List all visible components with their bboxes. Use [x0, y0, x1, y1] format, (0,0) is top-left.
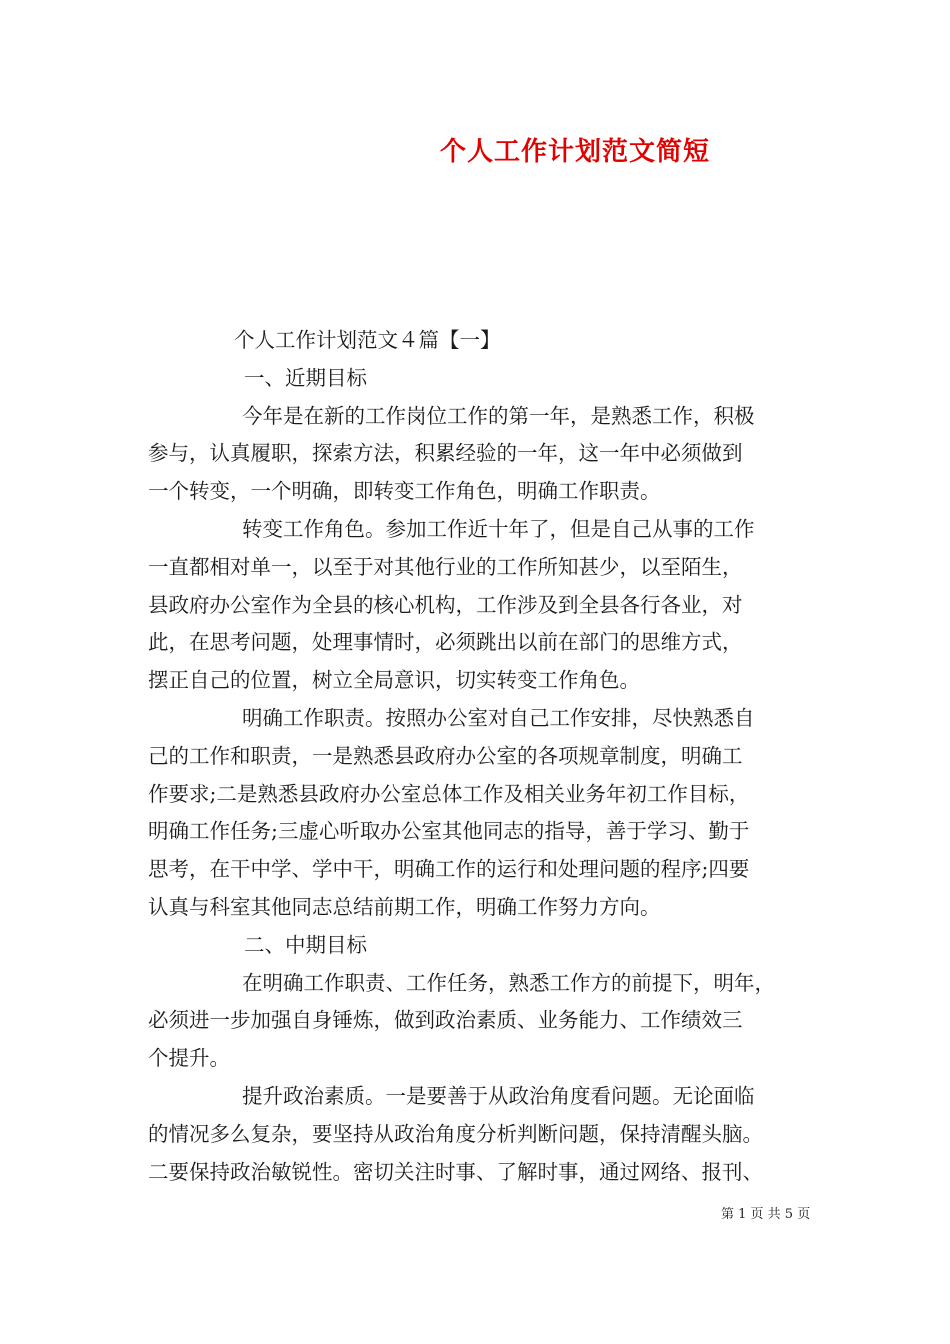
paragraph-line: 明确工作任务;三虚心听取办公室其他同志的指导，善于学习、勤于	[148, 819, 750, 844]
subsection-heading: 二、中期目标	[244, 932, 367, 957]
paragraph-line: 提升政治素质。一是要善于从政治角度看问题。无论面临	[242, 1083, 755, 1108]
paragraph-line: 二要保持政治敏锐性。密切关注时事、了解时事，通过网络、报刊、	[148, 1159, 763, 1184]
document-body	[148, 322, 808, 1191]
paragraph-line: 摆正自己的位置，树立全局意识，切实转变工作角色。	[148, 668, 640, 693]
paragraph-line: 一直都相对单一，以至于对其他行业的工作所知甚少，以至陌生，	[148, 554, 743, 579]
paragraph-line: 县政府办公室作为全县的核心机构，工作涉及到全县各行各业，对	[148, 592, 743, 617]
paragraph-line: 转变工作角色。参加工作近十年了，但是自己从事的工作	[242, 516, 755, 541]
paragraph-line: 此，在思考问题，处理事情时，必须跳出以前在部门的思维方式，	[148, 630, 743, 655]
paragraph-line: 在明确工作职责、工作任务，熟悉工作方的前提下，明年，	[242, 970, 775, 995]
paragraph-line: 参与，认真履职，探索方法，积累经验的一年，这一年中必须做到	[148, 441, 743, 466]
paragraph-line: 认真与科室其他同志总结前期工作，明确工作努力方向。	[148, 894, 661, 919]
paragraph-line: 明确工作职责。按照办公室对自己工作安排，尽快熟悉自	[242, 705, 755, 730]
page-number-footer: 第 1 页 共 5 页	[721, 1207, 811, 1222]
paragraph-line: 思考，在干中学、学中干，明确工作的运行和处理问题的程序;四要	[148, 857, 750, 882]
paragraph-line: 的情况多么复杂，要坚持从政治角度分析判断问题，保持清醒头脑。	[148, 1121, 763, 1146]
document-title: 个人工作计划范文简短	[439, 137, 710, 167]
paragraph-line: 作要求;二是熟悉县政府办公室总体工作及相关业务年初工作目标，	[148, 781, 750, 806]
section-heading: 个人工作计划范文４篇【一】	[234, 328, 501, 352]
subsection-heading: 一、近期目标	[244, 365, 367, 390]
paragraph-line: 必须进一步加强自身锤炼，做到政治素质、业务能力、工作绩效三	[148, 1008, 743, 1033]
paragraph-line: 己的工作和职责，一是熟悉县政府办公室的各项规章制度，明确工	[148, 743, 743, 768]
paragraph-line: 一个转变，一个明确，即转变工作角色，明确工作职责。	[148, 479, 661, 504]
paragraph-line: 今年是在新的工作岗位工作的第一年，是熟悉工作，积极	[242, 403, 755, 428]
paragraph-line: 个提升。	[148, 1046, 230, 1071]
